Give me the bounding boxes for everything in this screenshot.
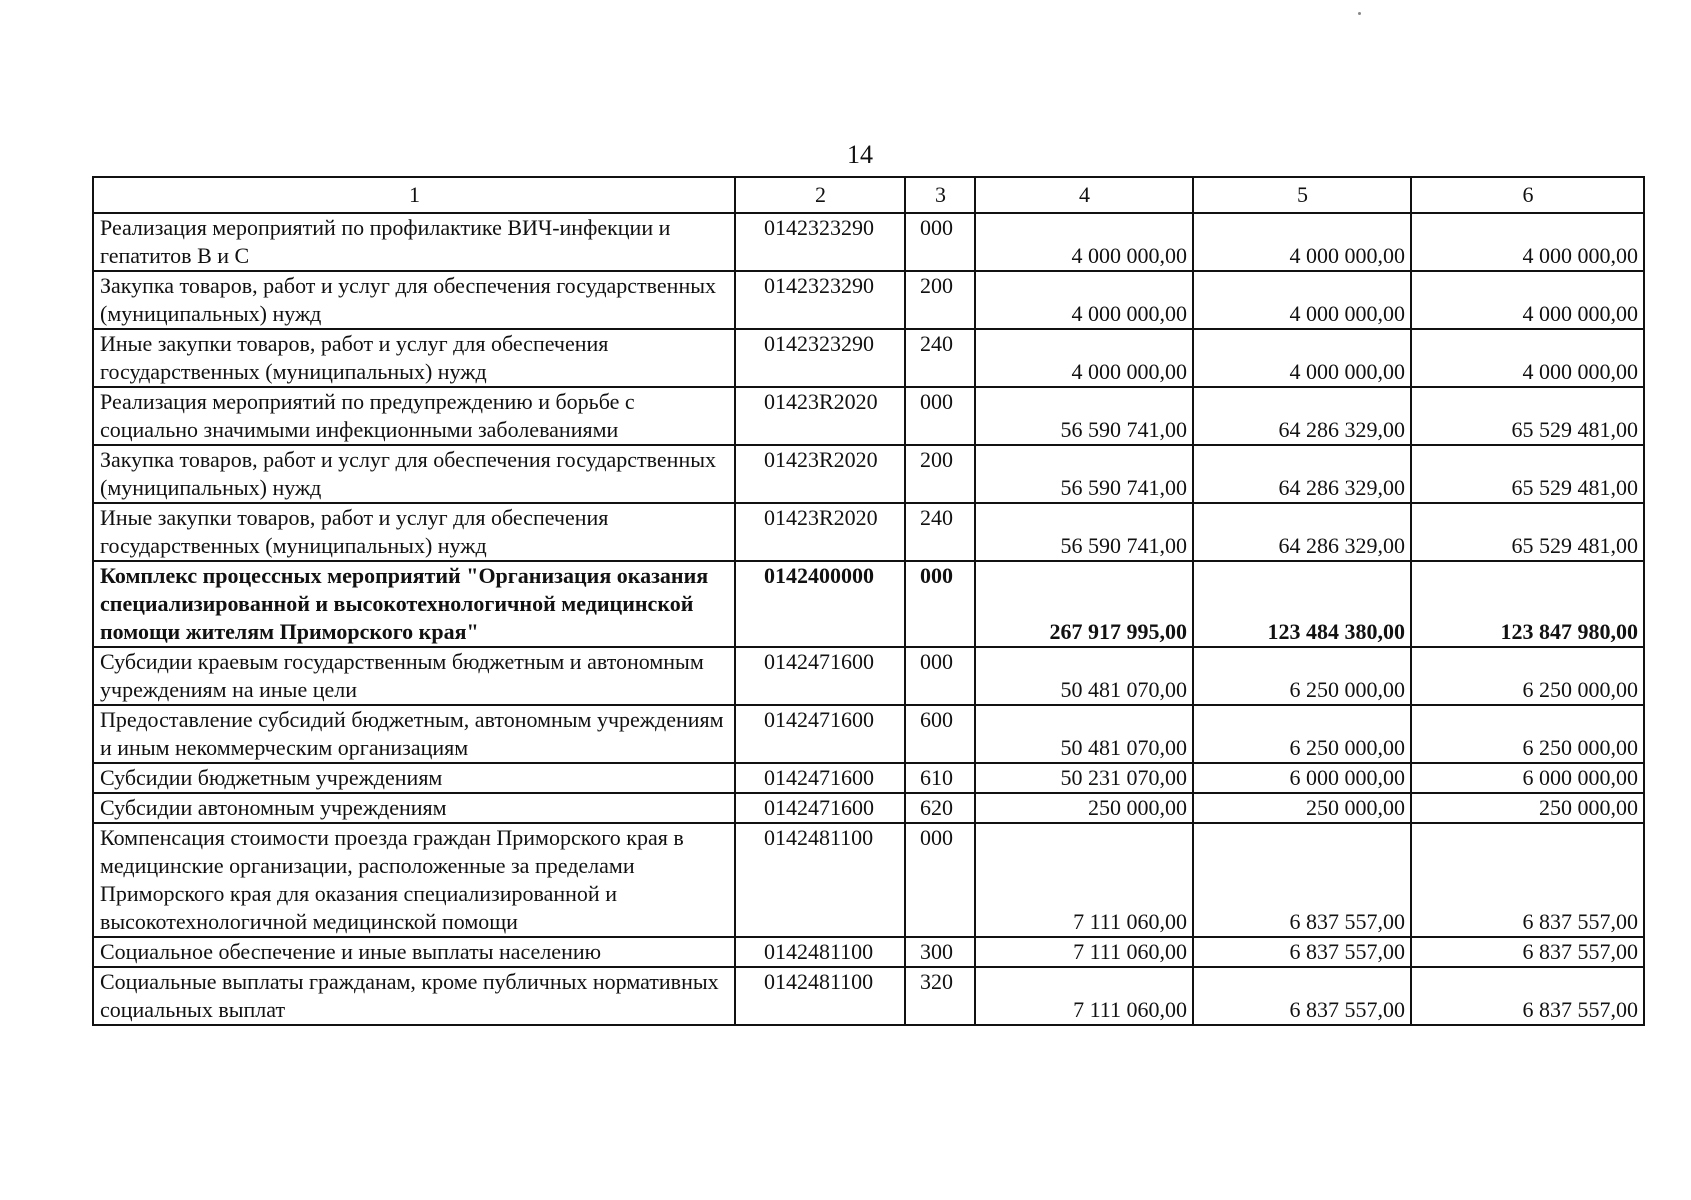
- expense-type-code: 000: [905, 561, 975, 647]
- row-name: Реализация мероприятий по предупреждению и борьбе с социально значимыми инфекционными заболеваниями: [93, 387, 735, 445]
- amount-year-3: 65 529 481,00: [1411, 387, 1644, 445]
- amount-year-3: 6 000 000,00: [1411, 763, 1644, 793]
- row-name: Компенсация стоимости проезда граждан Приморского края в медицинские организации, расположенные за пределами Приморского края для оказания специализированной и высокотехнологичной медицинской помощи: [93, 823, 735, 937]
- amount-year-3: 6 250 000,00: [1411, 647, 1644, 705]
- amount-year-2: 6 837 557,00: [1193, 823, 1411, 937]
- amount-year-1: 56 590 741,00: [975, 445, 1193, 503]
- table-row: [93, 937, 1644, 967]
- amount-year-2: 64 286 329,00: [1193, 503, 1411, 561]
- amount-year-2: 6 837 557,00: [1193, 937, 1411, 967]
- column-header: 3: [905, 177, 975, 213]
- amount-year-1: 4 000 000,00: [975, 329, 1193, 387]
- amount-year-2: 6 250 000,00: [1193, 647, 1411, 705]
- expense-type-code: 000: [905, 823, 975, 937]
- expense-type-code: 200: [905, 445, 975, 503]
- expense-type-code: 000: [905, 387, 975, 445]
- table-row: [93, 387, 1644, 445]
- target-article-code: 01423R2020: [735, 445, 905, 503]
- amount-year-2: 64 286 329,00: [1193, 445, 1411, 503]
- table-body: [93, 213, 1644, 1025]
- row-name: Реализация мероприятий по профилактике ВИЧ-инфекции и гепатитов В и С: [93, 213, 735, 271]
- amount-year-2: 64 286 329,00: [1193, 387, 1411, 445]
- amount-year-1: 50 481 070,00: [975, 705, 1193, 763]
- row-name: Иные закупки товаров, работ и услуг для обеспечения государственных (муниципальных) нужд: [93, 329, 735, 387]
- expense-type-code: 320: [905, 967, 975, 1025]
- target-article-code: 0142471600: [735, 647, 905, 705]
- row-name: Закупка товаров, работ и услуг для обеспечения государственных (муниципальных) нужд: [93, 445, 735, 503]
- table-row: [93, 271, 1644, 329]
- amount-year-3: 65 529 481,00: [1411, 445, 1644, 503]
- amount-year-2: 250 000,00: [1193, 793, 1411, 823]
- table-row-section-total: [93, 561, 1644, 647]
- amount-year-3: 6 837 557,00: [1411, 937, 1644, 967]
- amount-year-2: 4 000 000,00: [1193, 329, 1411, 387]
- table-row: [93, 823, 1644, 937]
- amount-year-3: 6 837 557,00: [1411, 823, 1644, 937]
- target-article-code: 0142481100: [735, 937, 905, 967]
- amount-year-2: 6 250 000,00: [1193, 705, 1411, 763]
- column-header: 4: [975, 177, 1193, 213]
- row-name: Закупка товаров, работ и услуг для обеспечения государственных (муниципальных) нужд: [93, 271, 735, 329]
- expense-type-code: 300: [905, 937, 975, 967]
- column-header: 1: [93, 177, 735, 213]
- amount-year-1: 50 231 070,00: [975, 763, 1193, 793]
- target-article-code: 0142471600: [735, 763, 905, 793]
- target-article-code: 0142481100: [735, 967, 905, 1025]
- amount-year-3: 4 000 000,00: [1411, 329, 1644, 387]
- row-name: Иные закупки товаров, работ и услуг для обеспечения государственных (муниципальных) нужд: [93, 503, 735, 561]
- table-row: [93, 213, 1644, 271]
- target-article-code: 0142471600: [735, 793, 905, 823]
- expense-type-code: 620: [905, 793, 975, 823]
- target-article-code: 0142323290: [735, 213, 905, 271]
- expense-type-code: 600: [905, 705, 975, 763]
- amount-year-1: 250 000,00: [975, 793, 1193, 823]
- expense-type-code: 200: [905, 271, 975, 329]
- amount-year-3: 250 000,00: [1411, 793, 1644, 823]
- column-header: 5: [1193, 177, 1411, 213]
- amount-year-1: 7 111 060,00: [975, 967, 1193, 1025]
- expense-type-code: 240: [905, 503, 975, 561]
- amount-year-1: 267 917 995,00: [975, 561, 1193, 647]
- budget-table: [92, 176, 1645, 1026]
- amount-year-2: 123 484 380,00: [1193, 561, 1411, 647]
- column-header: 2: [735, 177, 905, 213]
- amount-year-3: 4 000 000,00: [1411, 271, 1644, 329]
- table-row: [93, 503, 1644, 561]
- row-name: Предоставление субсидий бюджетным, автономным учреждениям и иным некоммерческим организациям: [93, 705, 735, 763]
- target-article-code: 0142481100: [735, 823, 905, 937]
- amount-year-1: 4 000 000,00: [975, 213, 1193, 271]
- table-row: [93, 647, 1644, 705]
- amount-year-1: 7 111 060,00: [975, 937, 1193, 967]
- target-article-code: 0142471600: [735, 705, 905, 763]
- amount-year-2: 4 000 000,00: [1193, 213, 1411, 271]
- page-number: 14: [847, 140, 873, 169]
- column-header: 6: [1411, 177, 1644, 213]
- row-name: Субсидии краевым государственным бюджетным и автономным учреждениям на иные цели: [93, 647, 735, 705]
- target-article-code: 0142323290: [735, 271, 905, 329]
- table-row: [93, 967, 1644, 1025]
- amount-year-1: 50 481 070,00: [975, 647, 1193, 705]
- table-row: [93, 329, 1644, 387]
- table-row: [93, 445, 1644, 503]
- row-name: Социальное обеспечение и иные выплаты населению: [93, 937, 735, 967]
- amount-year-1: 56 590 741,00: [975, 387, 1193, 445]
- target-article-code: 01423R2020: [735, 387, 905, 445]
- row-name: Комплекс процессных мероприятий "Организация оказания специализированной и высокотехнологичной медицинской помощи жителям Приморского края": [93, 561, 735, 647]
- amount-year-2: 6 000 000,00: [1193, 763, 1411, 793]
- table-row: [93, 763, 1644, 793]
- expense-type-code: 240: [905, 329, 975, 387]
- amount-year-3: 6 250 000,00: [1411, 705, 1644, 763]
- table-row: [93, 705, 1644, 763]
- amount-year-2: 6 837 557,00: [1193, 967, 1411, 1025]
- target-article-code: 0142400000: [735, 561, 905, 647]
- amount-year-1: 56 590 741,00: [975, 503, 1193, 561]
- amount-year-3: 65 529 481,00: [1411, 503, 1644, 561]
- amount-year-2: 4 000 000,00: [1193, 271, 1411, 329]
- target-article-code: 0142323290: [735, 329, 905, 387]
- row-name: Субсидии автономным учреждениям: [93, 793, 735, 823]
- amount-year-3: 4 000 000,00: [1411, 213, 1644, 271]
- table-row: [93, 793, 1644, 823]
- expense-type-code: 610: [905, 763, 975, 793]
- column-number-row: [93, 177, 1644, 213]
- expense-type-code: 000: [905, 213, 975, 271]
- amount-year-1: 4 000 000,00: [975, 271, 1193, 329]
- amount-year-3: 123 847 980,00: [1411, 561, 1644, 647]
- amount-year-1: 7 111 060,00: [975, 823, 1193, 937]
- row-name: Субсидии бюджетным учреждениям: [93, 763, 735, 793]
- row-name: Социальные выплаты гражданам, кроме публичных нормативных социальных выплат: [93, 967, 735, 1025]
- scan-speck: [1358, 12, 1361, 15]
- amount-year-3: 6 837 557,00: [1411, 967, 1644, 1025]
- expense-type-code: 000: [905, 647, 975, 705]
- target-article-code: 01423R2020: [735, 503, 905, 561]
